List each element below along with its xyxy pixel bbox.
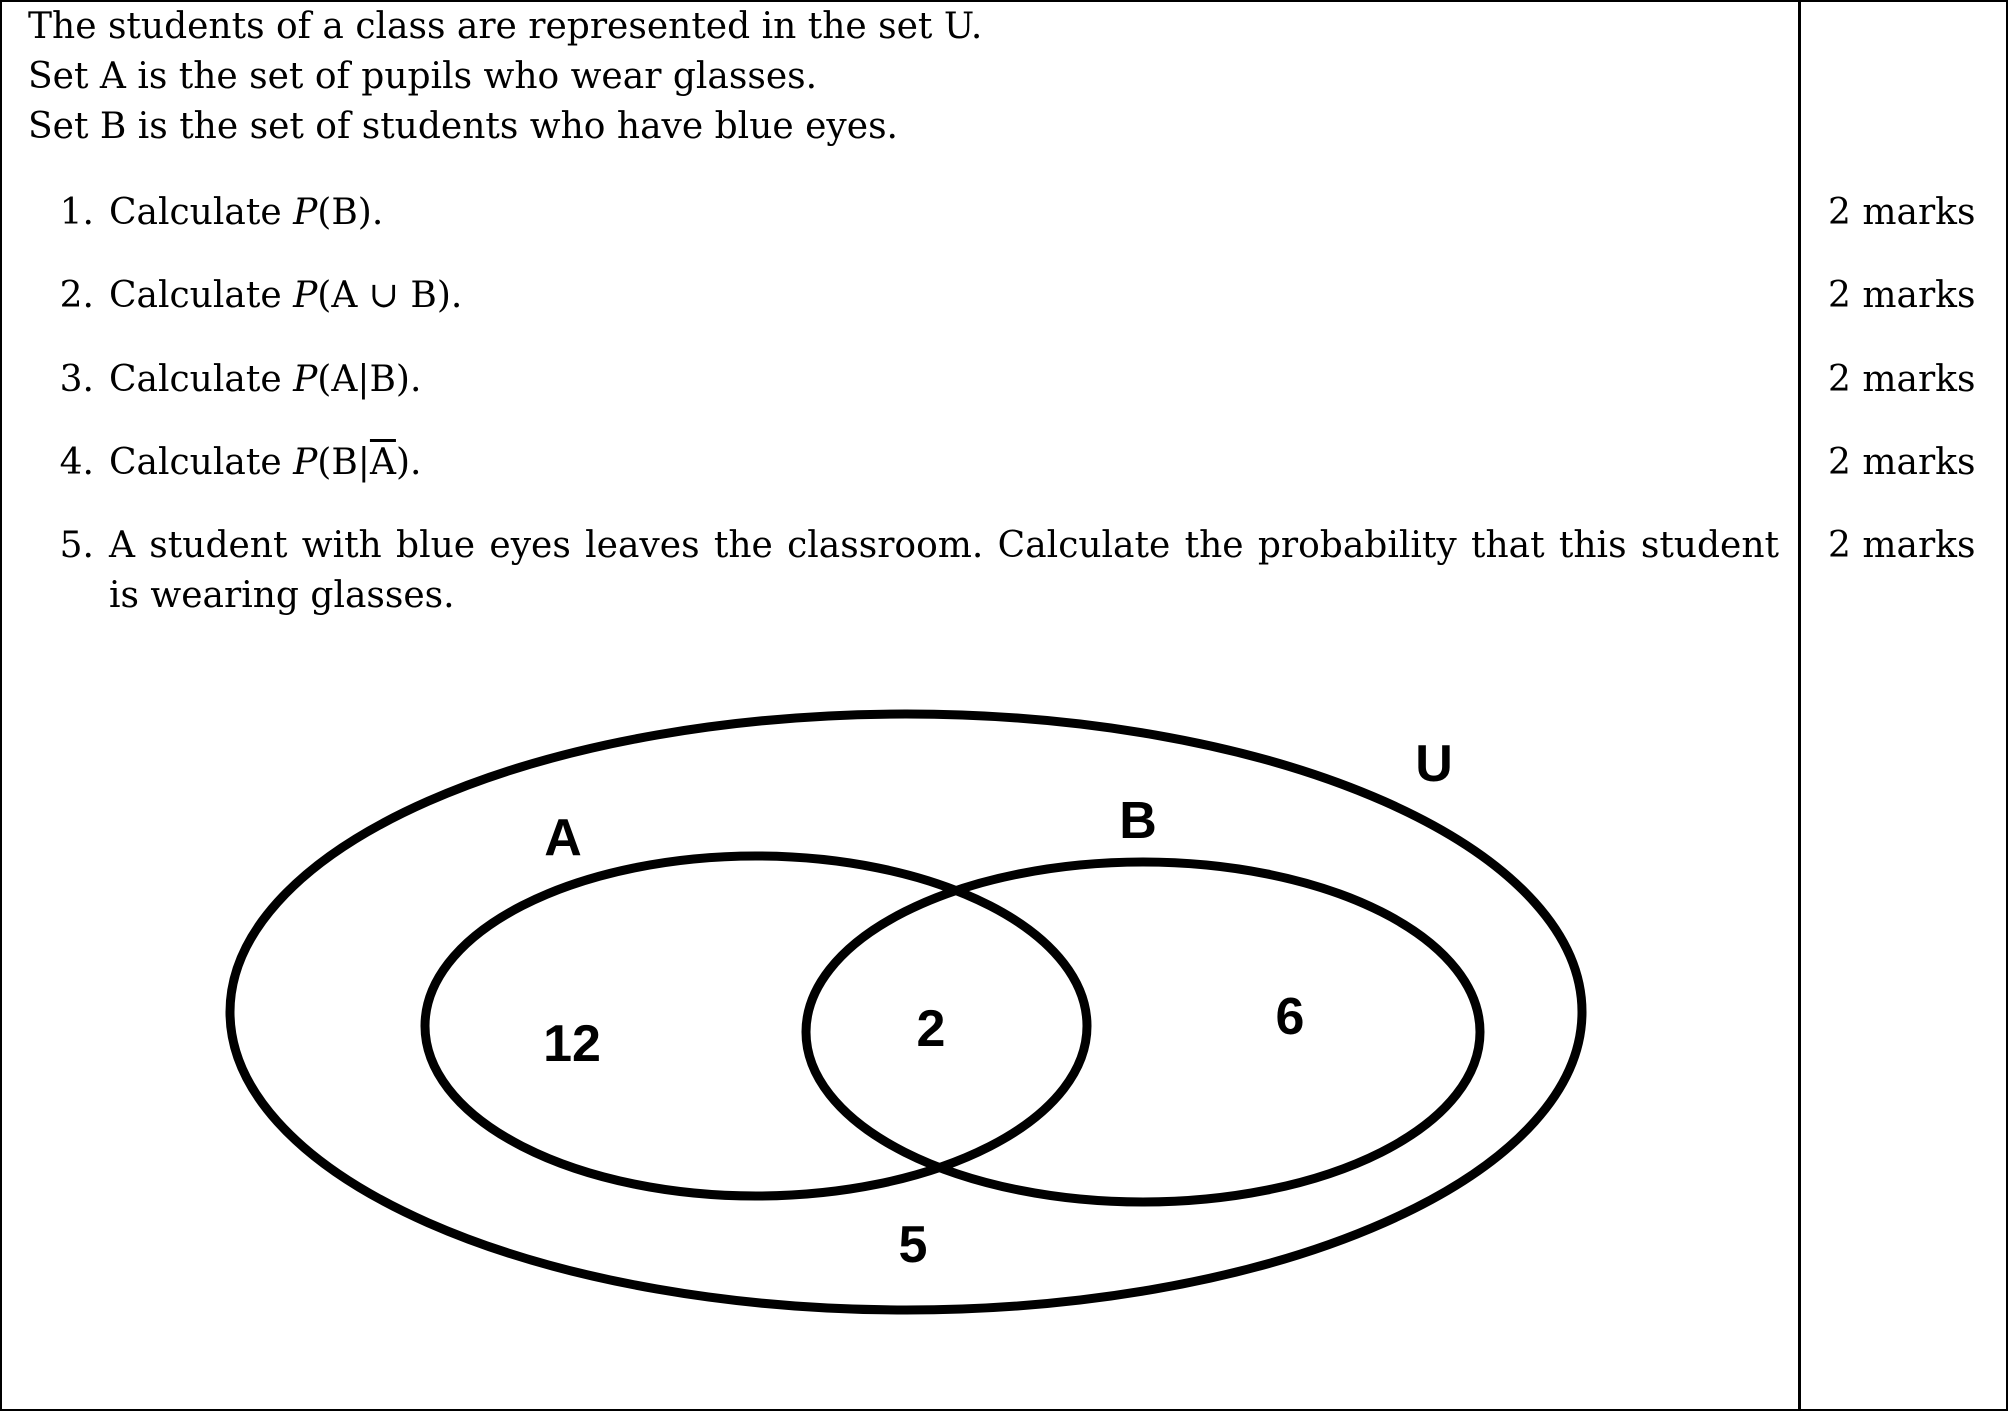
only-a-count: 12 — [543, 1015, 601, 1073]
question-2-expr: (A ∪ B). — [317, 275, 463, 316]
intro-line-1: The students of a class are represented in the set U. — [28, 6, 983, 47]
question-4-expr-after: ). — [395, 442, 422, 483]
question-2-prefix: Calculate — [109, 275, 294, 316]
question-3-p: P — [293, 359, 318, 400]
set-b-ellipse — [806, 862, 1480, 1202]
outside-count: 5 — [898, 1216, 928, 1274]
question-3-number: 3. — [59, 359, 94, 400]
question-1-marks: 2 marks — [1828, 192, 1976, 233]
question-4-p: P — [293, 442, 318, 483]
question-1-number: 1. — [59, 192, 94, 233]
question-2-number: 2. — [59, 275, 94, 316]
question-1-prefix: Calculate — [109, 192, 294, 233]
question-2-marks: 2 marks — [1828, 275, 1976, 316]
a-and-b-count: 2 — [916, 1000, 946, 1058]
only-b-count: 6 — [1275, 988, 1305, 1046]
question-4-expr-before: (B| — [317, 442, 370, 483]
universe-label: U — [1415, 735, 1453, 793]
question-1-p: P — [293, 192, 318, 233]
question-1-expr: (B). — [317, 192, 384, 233]
question-5-marks: 2 marks — [1828, 525, 1976, 566]
set-b-label: B — [1119, 792, 1157, 850]
question-3-marks: 2 marks — [1828, 359, 1976, 400]
question-4-prefix: Calculate — [109, 442, 294, 483]
question-3-expr: (A|B). — [317, 359, 422, 400]
intro-line-3: Set B is the set of students who have blue eyes. — [28, 106, 898, 147]
set-a-ellipse — [425, 856, 1087, 1196]
question-5-number: 5. — [59, 525, 94, 566]
question-3-prefix: Calculate — [109, 359, 294, 400]
question-4-complement-a: $\overline{A}$ — [369, 442, 396, 483]
question-4-number: 4. — [59, 442, 94, 483]
question-5-text: A student with blue eyes leaves the classroom. Calculate the probability that this student is wearing glasses. — [109, 525, 1779, 616]
question-4-marks: 2 marks — [1828, 442, 1976, 483]
question-2-p: P — [293, 275, 318, 316]
intro-line-2: Set A is the set of pupils who wear glasses. — [28, 56, 818, 97]
set-a-label: A — [544, 809, 582, 867]
